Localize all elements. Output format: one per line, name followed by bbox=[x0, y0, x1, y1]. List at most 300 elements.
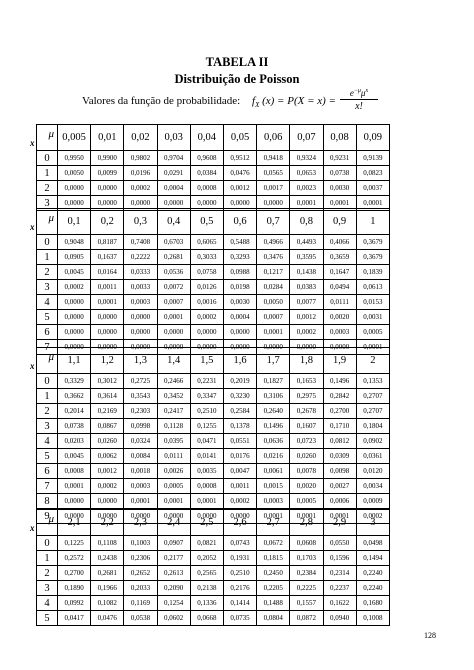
probability-cell: 0,0002 bbox=[223, 494, 256, 509]
probability-cell: 0,1596 bbox=[323, 551, 356, 566]
probability-cell: 0,2222 bbox=[124, 250, 157, 265]
probability-cell: 0,0001 bbox=[91, 295, 124, 310]
probability-cell: 0,0027 bbox=[323, 479, 356, 494]
x-value-cell: 4 bbox=[37, 434, 58, 449]
probability-cell: 0,2640 bbox=[257, 404, 290, 419]
mu-header-cell: 1,2 bbox=[91, 348, 124, 374]
table-row bbox=[37, 280, 390, 295]
probability-cell: 0,0001 bbox=[124, 494, 157, 509]
probability-cell: 0,0000 bbox=[91, 181, 124, 196]
probability-cell: 0,3230 bbox=[223, 389, 256, 404]
mu-symbol: μ bbox=[48, 513, 54, 525]
probability-cell: 0,2681 bbox=[157, 250, 190, 265]
probability-cell: 0,0000 bbox=[91, 340, 124, 355]
probability-cell: 0,0000 bbox=[157, 325, 190, 340]
probability-cell: 0,1225 bbox=[58, 536, 91, 551]
probability-cell: 0,0000 bbox=[124, 509, 157, 524]
mu-header-cell: 2,7 bbox=[257, 510, 290, 536]
probability-cell: 0,0000 bbox=[124, 196, 157, 211]
probability-cell: 0,0672 bbox=[257, 536, 290, 551]
probability-cell: 0,0383 bbox=[290, 280, 323, 295]
mu-header-cell: 2,8 bbox=[290, 510, 323, 536]
probability-cell: 0,0000 bbox=[257, 340, 290, 355]
probability-cell: 0,2231 bbox=[190, 374, 223, 389]
probability-cell: 0,0867 bbox=[91, 419, 124, 434]
probability-cell: 0,2240 bbox=[356, 566, 389, 581]
probability-cell: 0,0111 bbox=[157, 449, 190, 464]
probability-cell: 0,0000 bbox=[91, 196, 124, 211]
probability-cell: 0,0000 bbox=[223, 340, 256, 355]
mu-header-cell: 0,3 bbox=[124, 209, 157, 235]
mu-header-cell: 0,02 bbox=[124, 125, 157, 151]
probability-cell: 0,0992 bbox=[58, 596, 91, 611]
probability-cell: 0,1438 bbox=[290, 265, 323, 280]
probability-cell: 0,2225 bbox=[290, 581, 323, 596]
probability-cell: 0,0260 bbox=[91, 434, 124, 449]
mu-header-cell: 1,9 bbox=[323, 348, 356, 374]
probability-cell: 0,0309 bbox=[323, 449, 356, 464]
probability-cell: 0,0001 bbox=[58, 479, 91, 494]
probability-cell: 0,0000 bbox=[223, 196, 256, 211]
probability-cell: 0,0153 bbox=[356, 295, 389, 310]
table-row bbox=[37, 295, 390, 310]
probability-cell: 0,0000 bbox=[91, 310, 124, 325]
probability-cell: 0,0003 bbox=[323, 325, 356, 340]
probability-cell: 0,0000 bbox=[58, 196, 91, 211]
mu-header-row bbox=[37, 348, 390, 374]
probability-cell: 0,0000 bbox=[124, 325, 157, 340]
mu-header-cell: 2,6 bbox=[223, 510, 256, 536]
probability-cell: 0,0000 bbox=[223, 509, 256, 524]
probability-cell: 0,0001 bbox=[157, 494, 190, 509]
probability-cell: 0,0538 bbox=[124, 611, 157, 626]
probability-cell: 0,3347 bbox=[190, 389, 223, 404]
probability-cell: 0,7408 bbox=[124, 235, 157, 250]
x-value-cell: 6 bbox=[37, 325, 58, 340]
probability-cell: 0,0026 bbox=[157, 464, 190, 479]
probability-cell: 0,0045 bbox=[58, 265, 91, 280]
probability-cell: 0,9900 bbox=[91, 151, 124, 166]
probability-cell: 0,4966 bbox=[257, 235, 290, 250]
probability-cell: 0,0016 bbox=[190, 295, 223, 310]
table-row bbox=[37, 611, 390, 626]
mu-header-cell: 0,03 bbox=[157, 125, 190, 151]
x-value-cell: 3 bbox=[37, 419, 58, 434]
probability-cell: 0,6065 bbox=[190, 235, 223, 250]
probability-cell: 0,0905 bbox=[58, 250, 91, 265]
x-value-cell: 7 bbox=[37, 479, 58, 494]
x-symbol: x bbox=[30, 222, 35, 232]
x-value-cell: 1 bbox=[37, 551, 58, 566]
probability-cell: 0,0030 bbox=[223, 295, 256, 310]
probability-cell: 0,0804 bbox=[257, 611, 290, 626]
probability-cell: 0,1710 bbox=[323, 419, 356, 434]
probability-cell: 0,0000 bbox=[58, 509, 91, 524]
mu-header-cell: 1,6 bbox=[223, 348, 256, 374]
mu-header-row bbox=[37, 510, 390, 536]
probability-cell: 0,9231 bbox=[323, 151, 356, 166]
probability-cell: 0,0000 bbox=[58, 295, 91, 310]
x-value-cell: 0 bbox=[37, 536, 58, 551]
probability-cell: 0,4493 bbox=[290, 235, 323, 250]
mu-header-cell: 0,2 bbox=[91, 209, 124, 235]
probability-cell: 0,0078 bbox=[290, 464, 323, 479]
probability-cell: 0,0613 bbox=[356, 280, 389, 295]
probability-cell: 0,2707 bbox=[356, 389, 389, 404]
probability-cell: 0,0550 bbox=[323, 536, 356, 551]
probability-cell: 0,2613 bbox=[157, 566, 190, 581]
table-row bbox=[37, 536, 390, 551]
probability-cell: 0,0551 bbox=[223, 434, 256, 449]
probability-cell: 0,2572 bbox=[58, 551, 91, 566]
probability-cell: 0,0002 bbox=[190, 310, 223, 325]
probability-cell: 0,0000 bbox=[257, 196, 290, 211]
probability-cell: 0,3679 bbox=[356, 235, 389, 250]
probability-cell: 0,0002 bbox=[91, 479, 124, 494]
probability-cell: 0,0141 bbox=[190, 449, 223, 464]
probability-cell: 0,0001 bbox=[257, 325, 290, 340]
mu-header-cell: 1 bbox=[356, 209, 389, 235]
table-row bbox=[37, 494, 390, 509]
probability-cell: 0,0001 bbox=[190, 494, 223, 509]
probability-cell: 0,0006 bbox=[323, 494, 356, 509]
probability-cell: 0,0099 bbox=[91, 166, 124, 181]
mu-header-cell: 0,07 bbox=[290, 125, 323, 151]
probability-cell: 0,0738 bbox=[323, 166, 356, 181]
probability-cell: 0,2700 bbox=[323, 404, 356, 419]
formula-denominator: x! bbox=[355, 101, 363, 112]
probability-cell: 0,2725 bbox=[124, 374, 157, 389]
x-value-cell: 1 bbox=[37, 389, 58, 404]
probability-cell: 0,2176 bbox=[223, 581, 256, 596]
probability-cell: 0,0738 bbox=[58, 419, 91, 434]
probability-cell: 0,0758 bbox=[190, 265, 223, 280]
probability-cell: 0,2466 bbox=[157, 374, 190, 389]
table-row bbox=[37, 581, 390, 596]
probability-cell: 0,3033 bbox=[190, 250, 223, 265]
mu-header-cell: 1,7 bbox=[257, 348, 290, 374]
probability-cell: 0,0823 bbox=[356, 166, 389, 181]
mu-header-cell: 0,04 bbox=[190, 125, 223, 151]
probability-cell: 0,3614 bbox=[91, 389, 124, 404]
probability-cell: 0,0004 bbox=[157, 181, 190, 196]
probability-cell: 0,2652 bbox=[124, 566, 157, 581]
probability-cell: 0,0636 bbox=[257, 434, 290, 449]
probability-cell: 0,3476 bbox=[257, 250, 290, 265]
probability-cell: 0,0000 bbox=[91, 494, 124, 509]
probability-cell: 0,0198 bbox=[223, 280, 256, 295]
probability-cell: 0,0050 bbox=[257, 295, 290, 310]
table-row bbox=[37, 449, 390, 464]
mu-header-cell: 2,3 bbox=[124, 510, 157, 536]
probability-cell: 0,1254 bbox=[157, 596, 190, 611]
probability-cell: 0,1496 bbox=[323, 374, 356, 389]
table-row bbox=[37, 404, 390, 419]
probability-cell: 0,1804 bbox=[356, 419, 389, 434]
mu-header-cell: 0,5 bbox=[190, 209, 223, 235]
table-row bbox=[37, 151, 390, 166]
probability-cell: 0,0002 bbox=[356, 509, 389, 524]
probability-cell: 0,0988 bbox=[223, 265, 256, 280]
mu-header-cell: 2,5 bbox=[190, 510, 223, 536]
probability-cell: 0,0002 bbox=[58, 280, 91, 295]
page-number: 128 bbox=[424, 631, 436, 640]
table-row bbox=[37, 250, 390, 265]
probability-cell: 0,1003 bbox=[124, 536, 157, 551]
probability-cell: 0,3662 bbox=[58, 389, 91, 404]
probability-cell: 0,1082 bbox=[91, 596, 124, 611]
probability-cell: 0,0000 bbox=[323, 340, 356, 355]
mu-header-cell: 1,5 bbox=[190, 348, 223, 374]
probability-cell: 0,2237 bbox=[323, 581, 356, 596]
mu-header-cell: 2,2 bbox=[91, 510, 124, 536]
x-value-cell: 1 bbox=[37, 166, 58, 181]
probability-cell: 0,0723 bbox=[290, 434, 323, 449]
probability-cell: 0,1680 bbox=[356, 596, 389, 611]
x-value-cell: 6 bbox=[37, 464, 58, 479]
probability-cell: 0,0000 bbox=[58, 181, 91, 196]
probability-cell: 0,2707 bbox=[356, 404, 389, 419]
probability-cell: 0,0743 bbox=[223, 536, 256, 551]
probability-cell: 0,0735 bbox=[223, 611, 256, 626]
x-value-cell: 0 bbox=[37, 374, 58, 389]
probability-cell: 0,0001 bbox=[257, 509, 290, 524]
x-value-cell: 3 bbox=[37, 280, 58, 295]
mu-header-cell: 1,8 bbox=[290, 348, 323, 374]
probability-cell: 0,0000 bbox=[58, 310, 91, 325]
probability-cell: 0,2177 bbox=[157, 551, 190, 566]
probability-cell: 0,1827 bbox=[257, 374, 290, 389]
probability-cell: 0,0602 bbox=[157, 611, 190, 626]
probability-cell: 0,0003 bbox=[124, 295, 157, 310]
probability-cell: 0,0017 bbox=[257, 181, 290, 196]
probability-cell: 0,1353 bbox=[356, 374, 389, 389]
probability-cell: 0,0940 bbox=[323, 611, 356, 626]
x-value-cell: 2 bbox=[37, 566, 58, 581]
probability-cell: 0,3659 bbox=[323, 250, 356, 265]
probability-cell: 0,2438 bbox=[91, 551, 124, 566]
probability-cell: 0,0000 bbox=[190, 509, 223, 524]
formula-fraction bbox=[340, 88, 378, 112]
probability-cell: 0,0002 bbox=[290, 325, 323, 340]
probability-cell: 0,1378 bbox=[223, 419, 256, 434]
probability-cell: 0,0002 bbox=[124, 181, 157, 196]
probability-cell: 0,0050 bbox=[58, 166, 91, 181]
probability-cell: 0,9802 bbox=[124, 151, 157, 166]
probability-cell: 0,1488 bbox=[257, 596, 290, 611]
probability-cell: 0,0324 bbox=[124, 434, 157, 449]
probability-cell: 0,2169 bbox=[91, 404, 124, 419]
probability-cell: 0,0476 bbox=[223, 166, 256, 181]
probability-cell: 0,0009 bbox=[356, 494, 389, 509]
probability-cell: 0,1494 bbox=[356, 551, 389, 566]
probability-cell: 0,0001 bbox=[290, 196, 323, 211]
probability-cell: 0,3293 bbox=[223, 250, 256, 265]
probability-cell: 0,0003 bbox=[257, 494, 290, 509]
probability-cell: 0,0000 bbox=[157, 340, 190, 355]
probability-cell: 0,2090 bbox=[157, 581, 190, 596]
mu-symbol: μ bbox=[48, 128, 54, 140]
probability-cell: 0,2681 bbox=[91, 566, 124, 581]
mu-header-cell: 0,08 bbox=[323, 125, 356, 151]
probability-cell: 0,2014 bbox=[58, 404, 91, 419]
probability-cell: 0,0003 bbox=[124, 479, 157, 494]
probability-cell: 0,1008 bbox=[356, 611, 389, 626]
x-value-cell: 5 bbox=[37, 611, 58, 626]
probability-cell: 0,0284 bbox=[257, 280, 290, 295]
x-value-cell: 4 bbox=[37, 295, 58, 310]
probability-cell: 0,0120 bbox=[356, 464, 389, 479]
probability-cell: 0,2510 bbox=[190, 404, 223, 419]
probability-cell: 0,0001 bbox=[323, 196, 356, 211]
table-row bbox=[37, 265, 390, 280]
probability-cell: 0,2033 bbox=[124, 581, 157, 596]
probability-cell: 0,1966 bbox=[91, 581, 124, 596]
probability-cell: 0,2205 bbox=[257, 581, 290, 596]
probability-cell: 0,2052 bbox=[190, 551, 223, 566]
x-value-cell: 0 bbox=[37, 235, 58, 250]
corner-cell bbox=[30, 348, 58, 374]
probability-cell: 0,9139 bbox=[356, 151, 389, 166]
probability-cell: 0,0000 bbox=[157, 509, 190, 524]
probability-cell: 0,2678 bbox=[290, 404, 323, 419]
probability-cell: 0,0023 bbox=[290, 181, 323, 196]
probability-cell: 0,2584 bbox=[223, 404, 256, 419]
probability-cell: 0,0000 bbox=[58, 494, 91, 509]
probability-cell: 0,2384 bbox=[290, 566, 323, 581]
probability-cell: 0,0047 bbox=[223, 464, 256, 479]
table-row bbox=[37, 181, 390, 196]
table-row bbox=[37, 551, 390, 566]
probability-cell: 0,0000 bbox=[190, 196, 223, 211]
probability-cell: 0,3329 bbox=[58, 374, 91, 389]
probability-cell: 0,0001 bbox=[157, 310, 190, 325]
mu-header-cell: 0,05 bbox=[223, 125, 256, 151]
mu-header-row bbox=[37, 209, 390, 235]
probability-cell: 0,1931 bbox=[223, 551, 256, 566]
probability-cell: 0,0005 bbox=[290, 494, 323, 509]
probability-cell: 0,3595 bbox=[290, 250, 323, 265]
x-value-cell: 7 bbox=[37, 340, 58, 355]
probability-cell: 0,0000 bbox=[124, 310, 157, 325]
mu-header-cell: 2,1 bbox=[58, 510, 91, 536]
probability-cell: 0,1890 bbox=[58, 581, 91, 596]
probability-cell: 0,1217 bbox=[257, 265, 290, 280]
probability-cell: 0,0471 bbox=[190, 434, 223, 449]
probability-cell: 0,0084 bbox=[124, 449, 157, 464]
probability-cell: 0,2314 bbox=[323, 566, 356, 581]
probability-cell: 0,0176 bbox=[223, 449, 256, 464]
corner-cell bbox=[30, 510, 58, 536]
table-row bbox=[37, 464, 390, 479]
x-value-cell: 3 bbox=[37, 196, 58, 211]
probability-cell: 0,0395 bbox=[157, 434, 190, 449]
probability-cell: 0,0872 bbox=[290, 611, 323, 626]
x-value-cell: 3 bbox=[37, 581, 58, 596]
probability-cell: 0,0000 bbox=[124, 340, 157, 355]
table-row bbox=[37, 479, 390, 494]
probability-cell: 0,0216 bbox=[257, 449, 290, 464]
probability-cell: 0,0015 bbox=[257, 479, 290, 494]
probability-cell: 0,0001 bbox=[356, 196, 389, 211]
probability-cell: 0,0035 bbox=[190, 464, 223, 479]
probability-cell: 0,2417 bbox=[157, 404, 190, 419]
probability-cell: 0,0000 bbox=[157, 196, 190, 211]
probability-cell: 0,9418 bbox=[257, 151, 290, 166]
probability-cell: 0,0000 bbox=[290, 340, 323, 355]
table-row bbox=[37, 389, 390, 404]
poisson-table-4 bbox=[30, 509, 390, 626]
probability-cell: 0,0033 bbox=[124, 280, 157, 295]
probability-cell: 0,1637 bbox=[91, 250, 124, 265]
probability-cell: 0,0476 bbox=[91, 611, 124, 626]
poisson-table-2 bbox=[30, 208, 390, 355]
probability-cell: 0,1653 bbox=[290, 374, 323, 389]
x-value-cell: 2 bbox=[37, 181, 58, 196]
x-value-cell: 5 bbox=[37, 449, 58, 464]
probability-cell: 0,0000 bbox=[223, 325, 256, 340]
probability-cell: 0,0030 bbox=[323, 181, 356, 196]
probability-cell: 0,0291 bbox=[157, 166, 190, 181]
mu-header-cell: 0,6 bbox=[223, 209, 256, 235]
x-value-cell: 0 bbox=[37, 151, 58, 166]
probability-cell: 0,0008 bbox=[58, 464, 91, 479]
probability-cell: 0,0164 bbox=[91, 265, 124, 280]
probability-cell: 0,0001 bbox=[323, 509, 356, 524]
mu-header-cell: 3 bbox=[356, 510, 389, 536]
probability-cell: 0,2975 bbox=[290, 389, 323, 404]
mu-symbol: μ bbox=[48, 351, 54, 363]
mu-header-cell: 0,005 bbox=[58, 125, 91, 151]
probability-cell: 0,3012 bbox=[91, 374, 124, 389]
mu-header-cell: 0,01 bbox=[91, 125, 124, 151]
probability-cell: 0,0203 bbox=[58, 434, 91, 449]
probability-cell: 0,6703 bbox=[157, 235, 190, 250]
probability-cell: 0,0000 bbox=[58, 340, 91, 355]
x-symbol: x bbox=[30, 523, 35, 533]
probability-cell: 0,0007 bbox=[157, 295, 190, 310]
probability-cell: 0,1607 bbox=[290, 419, 323, 434]
probability-cell: 0,0821 bbox=[190, 536, 223, 551]
probability-cell: 0,3452 bbox=[157, 389, 190, 404]
probability-cell: 0,3543 bbox=[124, 389, 157, 404]
probability-cell: 0,0098 bbox=[323, 464, 356, 479]
probability-cell: 0,0018 bbox=[124, 464, 157, 479]
probability-cell: 0,0998 bbox=[124, 419, 157, 434]
probability-formula bbox=[82, 88, 422, 122]
mu-header-cell: 0,1 bbox=[58, 209, 91, 235]
probability-cell: 0,9608 bbox=[190, 151, 223, 166]
probability-cell: 0,1336 bbox=[190, 596, 223, 611]
probability-cell: 0,0061 bbox=[257, 464, 290, 479]
probability-cell: 0,1839 bbox=[356, 265, 389, 280]
x-value-cell: 2 bbox=[37, 265, 58, 280]
mu-header-row bbox=[37, 125, 390, 151]
probability-cell: 0,0384 bbox=[190, 166, 223, 181]
poisson-table-1 bbox=[30, 124, 390, 211]
probability-cell: 0,0077 bbox=[290, 295, 323, 310]
probability-cell: 0,0260 bbox=[290, 449, 323, 464]
table-row bbox=[37, 166, 390, 181]
x-symbol: x bbox=[30, 138, 35, 148]
probability-cell: 0,2138 bbox=[190, 581, 223, 596]
probability-cell: 0,0034 bbox=[356, 479, 389, 494]
probability-cell: 0,0000 bbox=[91, 509, 124, 524]
probability-cell: 0,0005 bbox=[157, 479, 190, 494]
table-row bbox=[37, 374, 390, 389]
probability-cell: 0,0000 bbox=[190, 325, 223, 340]
probability-cell: 0,1108 bbox=[91, 536, 124, 551]
